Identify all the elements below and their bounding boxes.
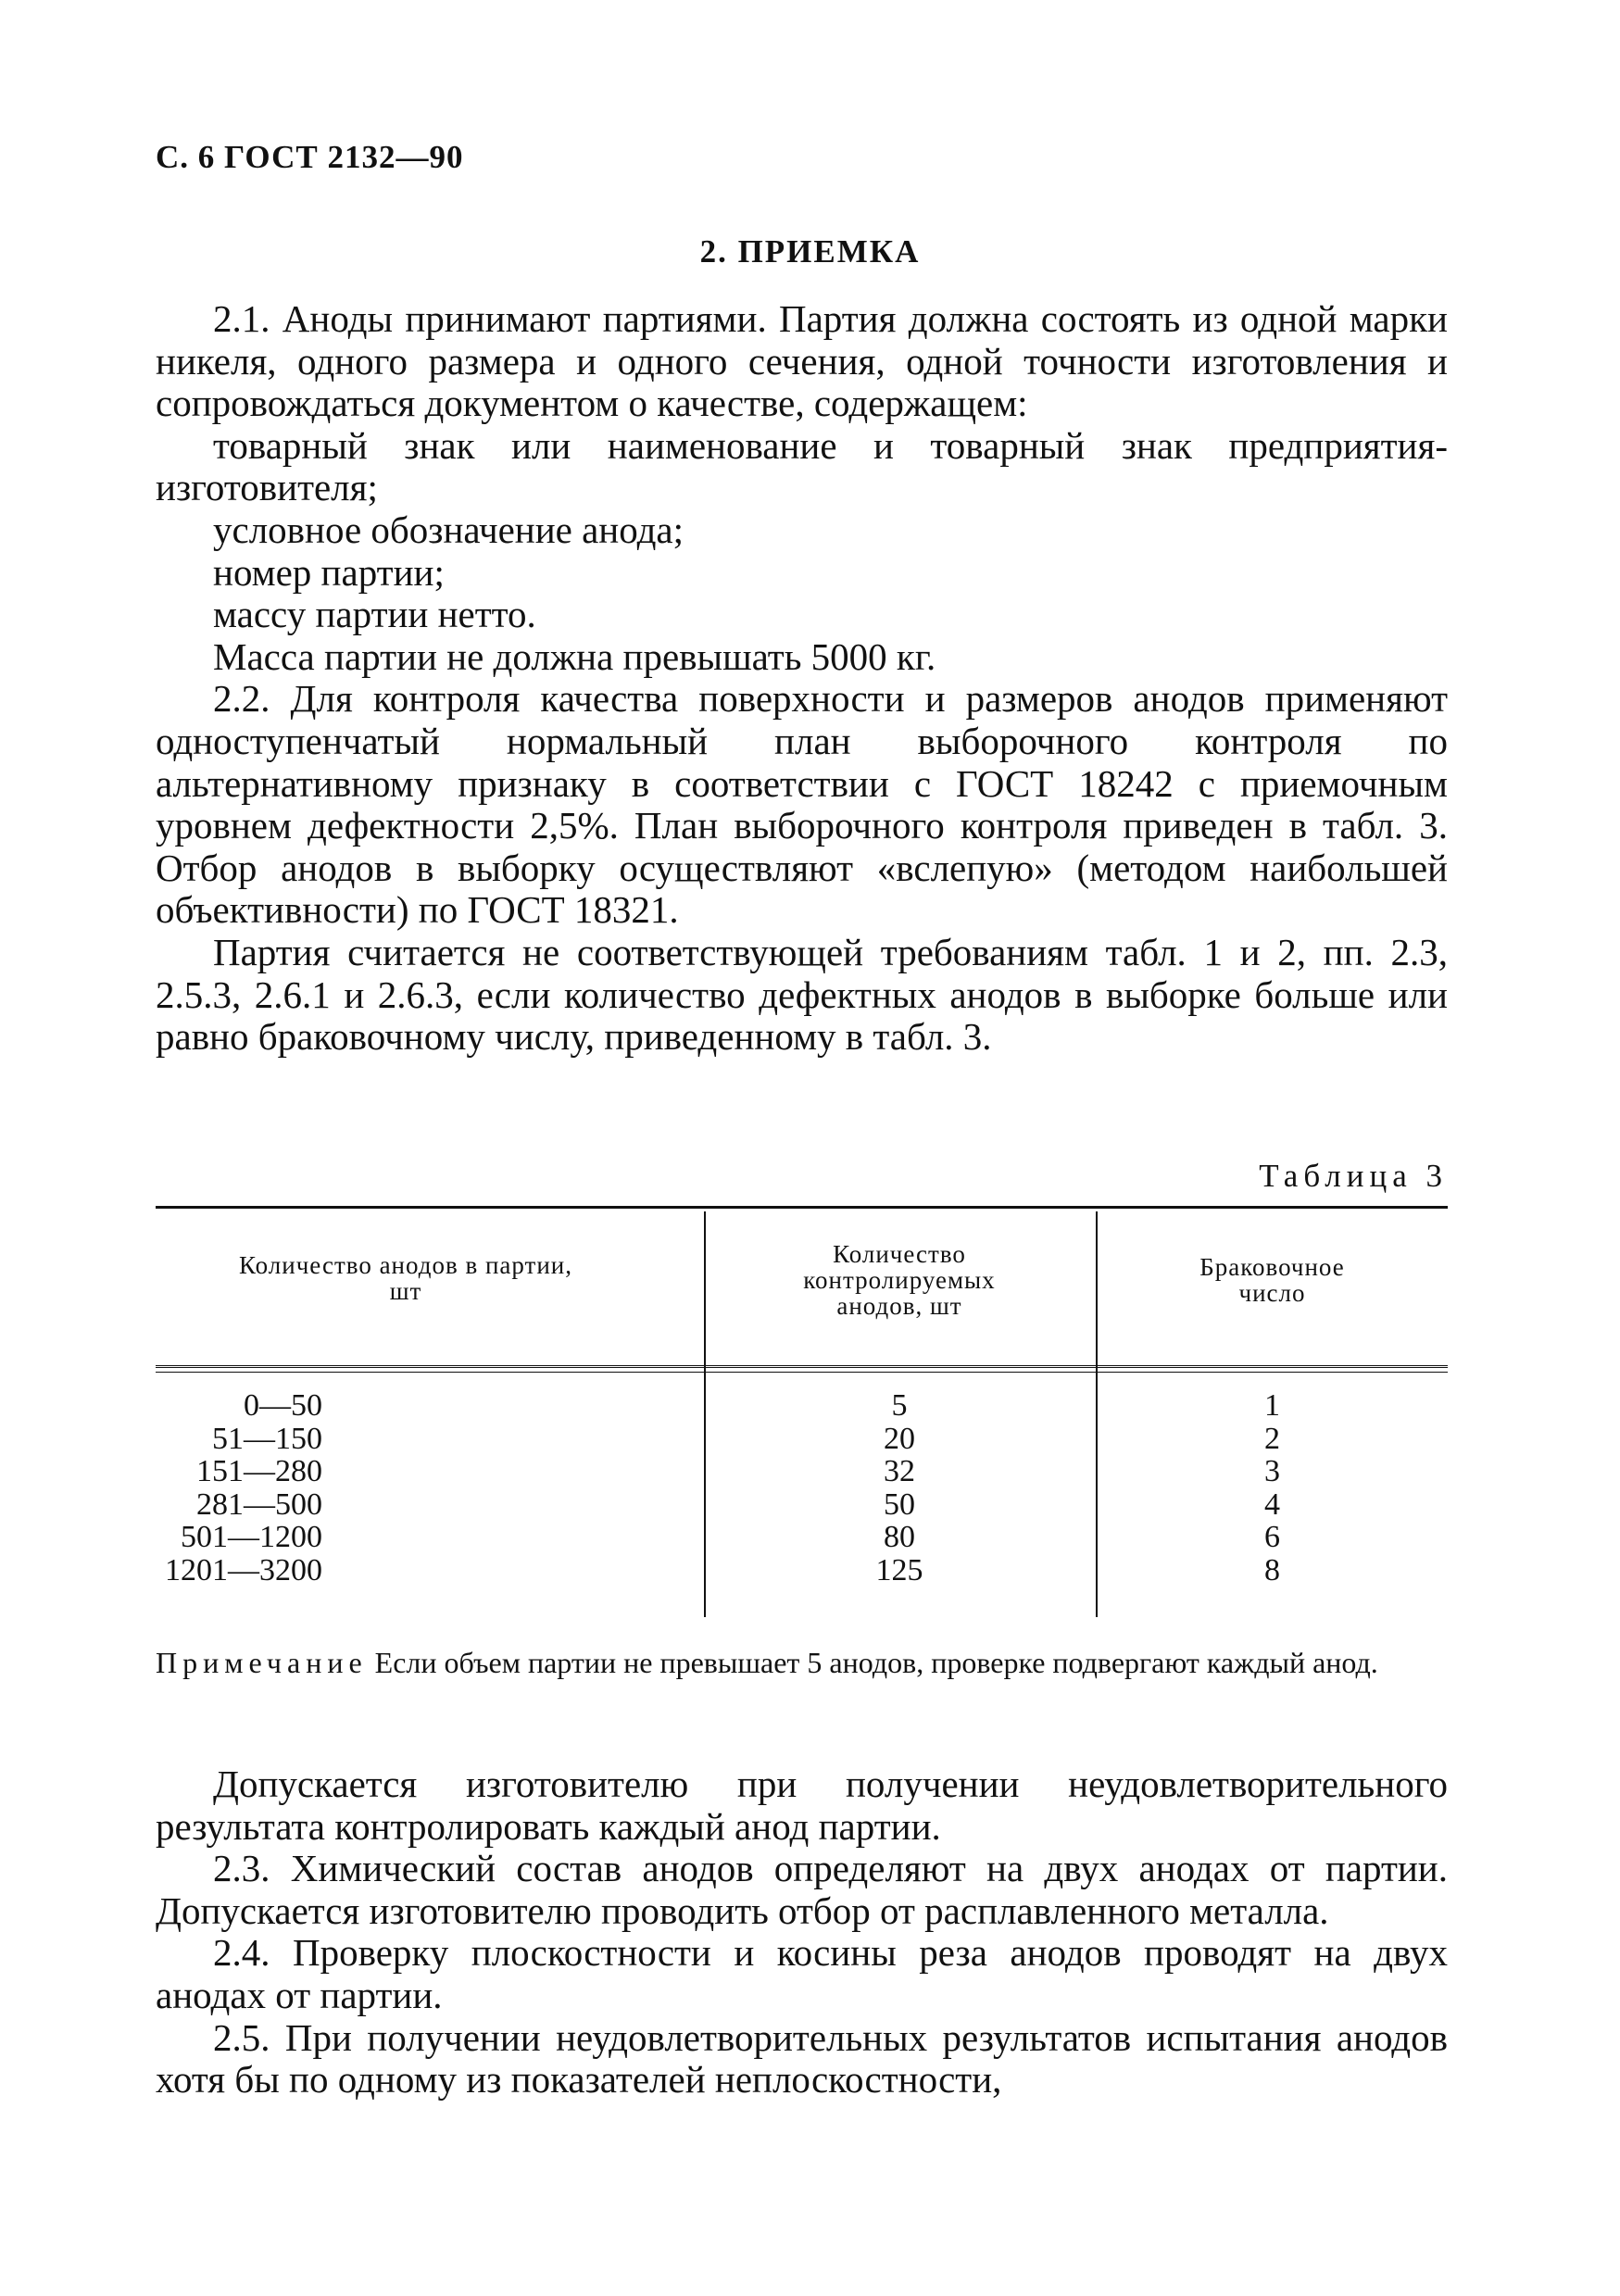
- table-header-sample-size: Количество контролируемых анодов, шт: [803, 1240, 996, 1320]
- table-header-batch-size: Количество анодов в партии, шт: [239, 1251, 572, 1305]
- table-caption: Таблица 3: [1259, 1158, 1448, 1194]
- table-cell: 125: [875, 1552, 923, 1587]
- table-cell: 2: [1264, 1421, 1280, 1456]
- table-cell: 50: [884, 1487, 915, 1522]
- table-cell: 5: [891, 1388, 908, 1423]
- table-cell: 3: [1264, 1454, 1280, 1488]
- note-label: Примечание: [156, 1646, 368, 1679]
- list-item-batch-number: номер партии;: [213, 550, 445, 594]
- paragraph-batch-mass: Масса партии не должна превышать 5000 кг.: [213, 634, 936, 678]
- table-cell: 1201—3200: [165, 1552, 322, 1587]
- paragraph-2-5: 2.5. При получении неудовлетворительных результатов испытания анодов хотя бы по одному из показателей неплоскостности,: [156, 2015, 1448, 2102]
- paragraph-2-2: 2.2. Для контроля качества поверхности и размеров анодов применяют одноступенчатый нормальный план выборочного контроля по альтернативному признаку в соответствии с ГОСТ 18242 с приемочным уровнем дефектности 2,5%. План выборочного контроля приведен в табл. 3. Отбор анодов в выборку осуществляют «вслепую» (методом наибольшей объективности) по ГОСТ 18321.: [156, 677, 1448, 932]
- table-note: [156, 1645, 1448, 1680]
- table-header-rule: [156, 1365, 1448, 1373]
- paragraph-2-1: 2.1. Аноды принимают партиями. Партия должна состоять из одной марки никеля, одного размера и одного сечения, одной точности изготовления и сопровождаться документом о качестве, содержащем:: [156, 297, 1448, 425]
- section-title: 2. ПРИЕМКА: [699, 233, 921, 270]
- table-cell: 0—50: [244, 1388, 322, 1423]
- note-text: Если объем партии не превышает 5 анодов, проверке подвергают каждый анод.: [367, 1646, 1378, 1679]
- list-item-net-mass: массу партии нетто.: [213, 593, 536, 636]
- paragraph-2-4: 2.4. Проверку плоскостности и косины реза анодов проводят на двух анодах от партии.: [156, 1931, 1448, 2016]
- table-cell: 20: [884, 1421, 915, 1456]
- body-text-bottom: [156, 1763, 1448, 2102]
- table-cell: 151—280: [196, 1454, 322, 1488]
- list-item-trademark: товарный знак или наименование и товарный знак предприятия-изготовителя;: [156, 423, 1448, 509]
- body-text-top: [156, 298, 1448, 1059]
- table-cell: 32: [884, 1454, 915, 1488]
- table-cell: 51—150: [212, 1421, 322, 1456]
- table-column-rejection-number: [1097, 1389, 1448, 1587]
- table-cell: 80: [884, 1520, 915, 1554]
- table-cell: 1: [1264, 1388, 1280, 1423]
- table-top-rule: [156, 1206, 1448, 1209]
- table-column-batch-size: [156, 1389, 322, 1587]
- list-item-designation: условное обозначение анода;: [213, 508, 684, 551]
- table-header-rejection-number: Браковочное число: [1199, 1253, 1345, 1307]
- running-head: С. 6 ГОСТ 2132—90: [156, 139, 464, 175]
- table-cell: 6: [1264, 1520, 1280, 1554]
- table-column-sample-size: [705, 1389, 1094, 1587]
- table-cell: 501—1200: [181, 1520, 322, 1554]
- paragraph-nonconforming: Партия считается не соответствующей требованиям табл. 1 и 2, пп. 2.3, 2.5.3, 2.6.1 и 2.6.3, если количество дефектных анодов в выборке больше или равно браковочному числу, приведенному в табл. 3.: [156, 930, 1448, 1059]
- table-3: [156, 1206, 1448, 1625]
- paragraph-2-3: 2.3. Химический состав анодов определяют на двух анодах от партии. Допускается изготовителю проводить отбор от расплавленного металла.: [156, 1847, 1448, 1932]
- paragraph-manufacturer-control: Допускается изготовителю при получении неудовлетворительного результата контролировать каждый анод партии.: [156, 1763, 1448, 1848]
- table-cell: 281—500: [196, 1487, 322, 1522]
- table-cell: 8: [1264, 1552, 1280, 1587]
- table-cell: 4: [1264, 1487, 1280, 1522]
